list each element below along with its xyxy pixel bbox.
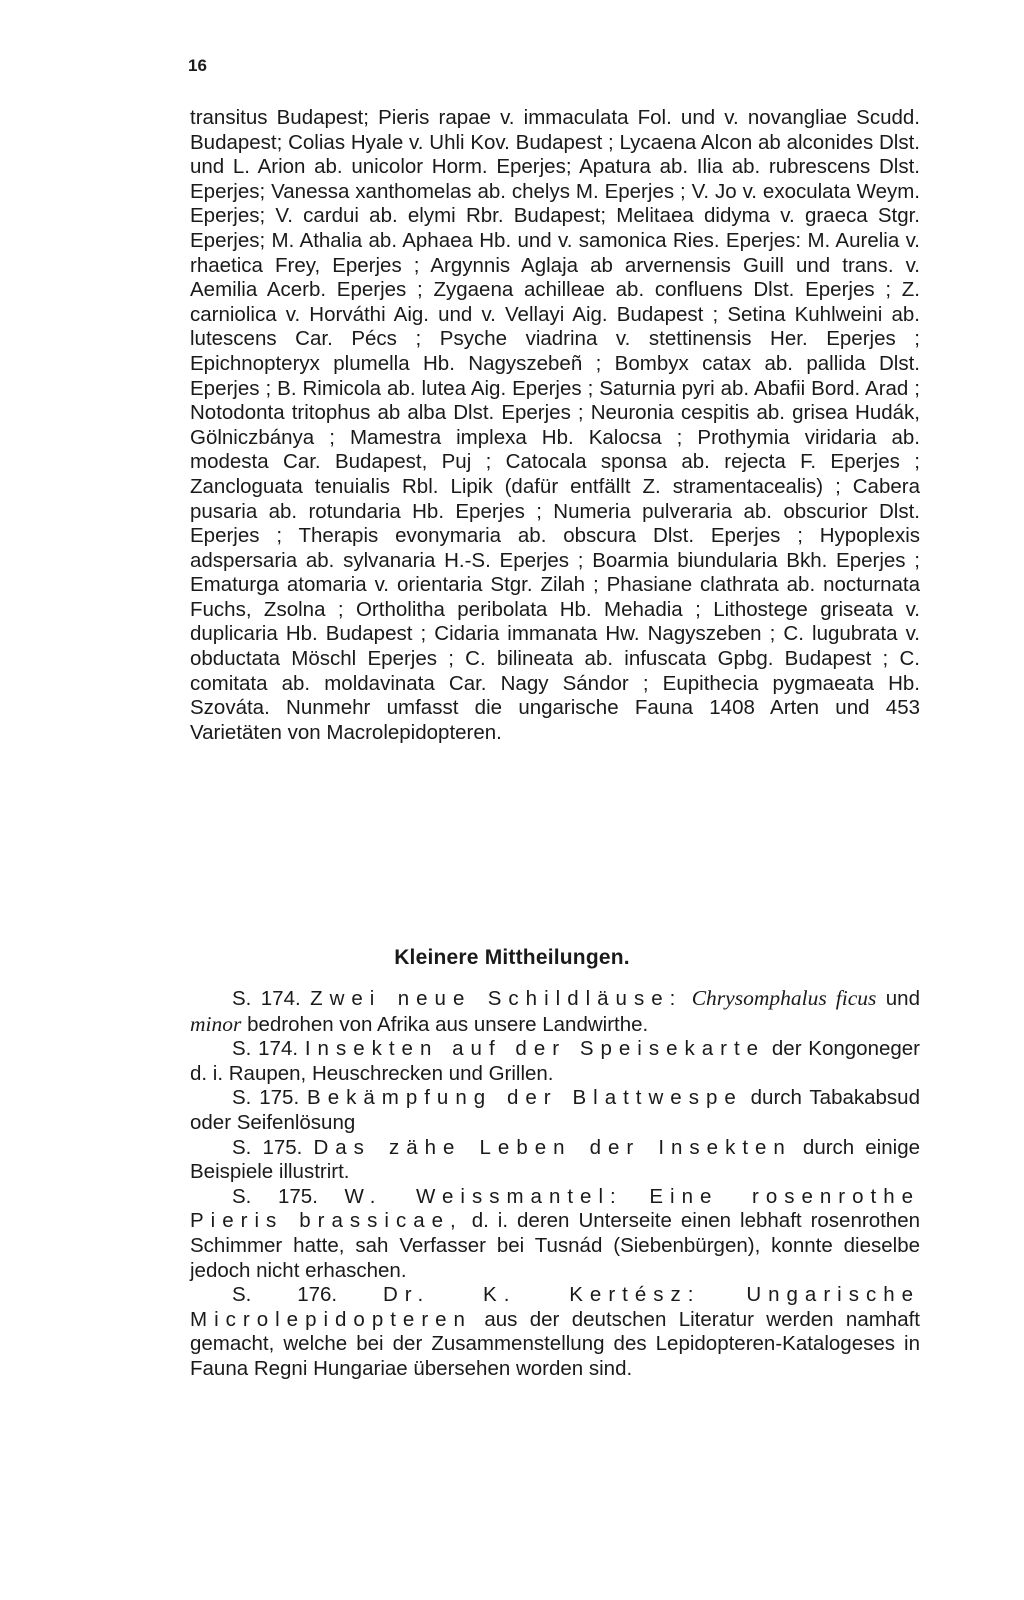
note-ref: S. 175. <box>232 1184 318 1208</box>
note-item <box>190 1086 920 1135</box>
page-number: 16 <box>188 56 207 75</box>
note-text: durch Tabakabsud oder Seifenlösung <box>190 1086 920 1134</box>
note-title: Insekten auf der Speisekarte <box>304 1037 766 1061</box>
note-text: d. i. deren Unterseite einen lebhaft rosenrothen Schimmer hatte, sah Verfasser bei Tusnád (Siebenbürgen), konnte dieselbe jedoch nicht erhaschen. <box>190 1209 920 1282</box>
note-item <box>190 1136 920 1185</box>
note-ref: S. 174. <box>232 1037 299 1061</box>
note-title: Ungarische Microlepidopteren <box>190 1283 921 1331</box>
note-ref: S. 175. <box>232 1086 300 1110</box>
note-species: minor <box>190 1011 242 1036</box>
note-conj: und <box>885 987 920 1010</box>
note-item <box>190 986 920 1037</box>
main-paragraph: transitus Budapest; Pieris rapae v. immaculata Fol. und v. novangliae Scudd. Budapest; Colias Hyale v. Uhli Kov. Budapest ; Lycaena Alcon ab alconides Dlst. und L. Arion ab. unicolor Horm. Eperjes; Apatura ab. Ilia ab. rubrescens Dlst. Eperjes; Vanessa xanthomelas ab. chelys M. Eperjes ; V. Jo v. exoculata Weym. Eperjes; V. cardui ab. elymi Rbr. Budapest; Melitaea didyma v. graeca Stgr. Eperjes; M. Athalia ab. Aphaea Hb. und v. samonica Ries. Eperjes: M. Aurelia v. rhaetica Frey, Eperjes ; Argynnis Aglaja ab arvernensis Guill und trans. v. Aemilia Acerb. Eperjes ; Zygaena achilleae ab. confluens Dlst. Eperjes ; Z. carniolica v. Horváthi Aig. und v. Vellayi Aig. Budapest ; Setina Kuhlweini ab. lutescens Car. Pécs ; Psyche viadrina v. stettinensis Her. Eperjes ; Epichnopteryx plumella Hb. Nagyszebeñ ; Bombyx catax ab. pallida Dlst. Eperjes ; B. Rimicola ab. lutea Aig. Eperjes ; Saturnia pyri ab. Abafii Bord. Arad ; Notodonta tritophus ab alba Dlst. Eperjes ; Neuronia cespitis ab. grisea Hudák, Gölniczbánya ; Mamestra implexa Hb. Kalocsa ; Prothymia viridaria ab. modesta Car. Budapest, Puj ; Catocala sponsa ab. rejecta F. Eperjes ; Zancloguata tenuialis Rbl. Lipik (dafür entfällt Z. stramentacealis) ; Cabera pusaria ab. rotundaria Hb. Eperjes ; Numeria pulveraria ab. obscurior Dlst. Eperjes ; Therapis evonymaria ab. obscura Dlst. Eperjes ; Hypoplexis adspersaria ab. sylvanaria H.-S. Eperjes ; Boarmia biundularia Bkh. Eperjes ; Ematurga atomaria v. orientaria Stgr. Zilah ; Phasiane clathrata ab. nocturnata Fuchs, Zsolna ; Ortholitha peribolata Hb. Mehadia ; Lithostege griseata v. duplicaria Hb. Budapest ; Cidaria immanata Hw. Nagyszeben ; C. lugubrata v. obductata Möschl Eperjes ; C. bilineata ab. infuscata Gpbg. Budapest ; C. comitata ab. moldavinata Car. Nagy Sándor ; Eupithecia pygmaeata Hb. Szováta. Nunmehr umfasst die ungarische Fauna 1408 Arten und 453 Varietäten von Macrolepidopteren. <box>190 106 920 744</box>
note-species: Chrysomphalus ficus <box>691 986 877 1010</box>
note-ref: S. 174. <box>232 987 301 1010</box>
note-text: durch einige Beispiele illustrirt. <box>190 1135 920 1184</box>
note-item <box>190 1037 920 1086</box>
section-heading: Kleinere Mittheilungen. <box>394 946 630 969</box>
note-text: aus der deutschen Literatur werden namhaft gemacht, welche bei der Zusammenstellung des Lepidopteren-Katalogeses in Fauna Regni Hungariae übersehen worden sind. <box>190 1307 920 1380</box>
note-author: Dr. K. Kertész: <box>382 1283 701 1307</box>
note-item <box>190 1283 920 1381</box>
note-title: Das zähe Leben der Insekten <box>313 1135 792 1159</box>
note-title: Zwei neue Schildläuse: <box>310 987 683 1010</box>
note-title: Bekämpfung der Blattwespe <box>307 1086 743 1110</box>
note-item <box>190 1185 920 1283</box>
note-title: Eine rosenrothe Pieris brassicae, <box>190 1184 920 1233</box>
notes-list <box>190 986 920 1382</box>
note-ref: S. 176. <box>232 1283 338 1307</box>
note-ref: S. 175. <box>232 1135 303 1159</box>
note-author: W. Weissmantel: <box>344 1184 623 1208</box>
note-text: der Kongoneger d. i. Raupen, Heuschrecken und Grillen. <box>190 1037 921 1085</box>
note-text: bedrohen von Afrika aus unsere Landwirthe. <box>247 1012 649 1036</box>
